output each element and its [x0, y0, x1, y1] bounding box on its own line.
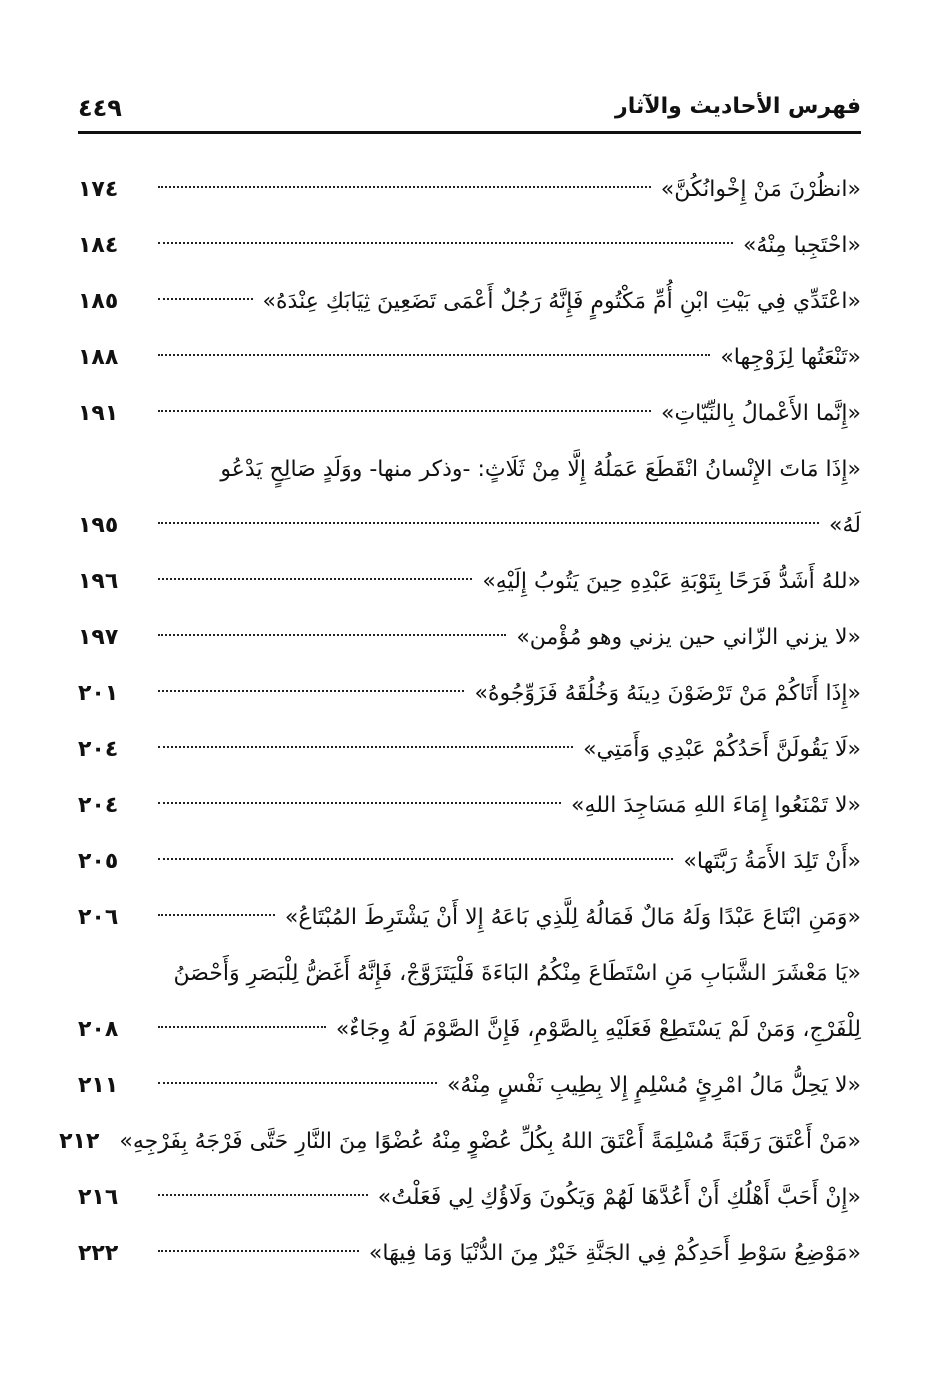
header-rule — [78, 131, 861, 134]
dot-leader — [158, 1250, 359, 1252]
dot-leader — [158, 522, 819, 524]
dot-leader — [158, 298, 253, 300]
entry-text: «تَنْعَتُها لِزَوْجِها» — [720, 345, 861, 370]
entry-text: «لا يَحِلُّ مَالُ امْرِئٍ مُسْلِمٍ إِلا بِطِيبِ نَفْسٍ مِنْهُ» — [446, 1073, 861, 1098]
entry-page-number: ٢٠٦ — [78, 905, 119, 930]
index-entry — [78, 274, 861, 330]
entry-text: «مَوْضِعُ سَوْطِ أَحَدِكُمْ فِي الجَنَّةِ خَيْرٌ مِنَ الدُّنْيَا وَمَا فِيهَا» — [368, 1241, 861, 1266]
dot-leader — [158, 746, 573, 748]
dot-leader — [158, 690, 464, 692]
entry-page-number: ١٩٥ — [78, 513, 119, 538]
entry-page-number: ١٨٤ — [78, 233, 119, 258]
dot-leader — [158, 354, 710, 356]
dot-leader — [158, 634, 506, 636]
index-entry — [78, 218, 861, 274]
entry-text: «للهُ أَشَدُّ فَرَحًا بِتَوْبَةِ عَبْدِهِ حِينَ يَتُوبُ إِلَيْهِ» — [482, 569, 861, 594]
entry-text: «يَا مَعْشَرَ الشَّبَابِ مَنِ اسْتَطَاعَ مِنْكُمُ البَاءَةَ فَلْيَتَزَوَّجْ، فَإِنَّهُ أَغَضُّ لِلْبَصَرِ وَأَحْصَنُ — [173, 961, 861, 986]
index-entry — [78, 778, 861, 834]
entry-page-number: ٢٠٥ — [78, 849, 119, 874]
dot-leader — [158, 802, 561, 804]
index-entry — [78, 666, 861, 722]
entry-page-number: ٢٢٢ — [78, 1241, 119, 1266]
dot-leader — [158, 410, 651, 412]
index-entry — [59, 1114, 861, 1170]
index-entry — [78, 442, 861, 554]
entry-page-number: ٢٠٨ — [78, 1017, 119, 1042]
entry-page-number: ١٩١ — [78, 401, 119, 426]
entry-page-number: ٢٠٤ — [78, 793, 119, 818]
index-entry — [78, 834, 861, 890]
dot-leader — [158, 1194, 368, 1196]
entry-page-number: ٢١٦ — [78, 1185, 119, 1210]
entry-text: «إِذَا أَتَاكُمْ مَنْ تَرْضَوْنَ دِينَهُ وَخُلُقَهُ فَزَوِّجُوهُ» — [474, 681, 861, 706]
index-entry — [78, 554, 861, 610]
entry-page-number: ٢١١ — [78, 1073, 119, 1098]
dot-leader — [158, 242, 733, 244]
dot-leader — [158, 186, 651, 188]
entry-page-number: ١٨٨ — [78, 345, 119, 370]
entry-text: «وَمَنِ ابْتَاعَ عَبْدًا وَلَهُ مَالٌ فَمَالُهُ لِلَّذِي بَاعَهُ إِلا أَنْ يَشْتَرِطَ المُبْتَاعُ» — [284, 905, 861, 930]
index-entry — [78, 1058, 861, 1114]
entry-text: «أَنْ تَلِدَ الأَمَةُ رَبَّتَها» — [683, 849, 861, 874]
dot-leader — [158, 1082, 437, 1084]
dot-leader — [158, 858, 673, 860]
entry-page-number: ٢٠٤ — [78, 737, 119, 762]
entry-text: «إِنَّما الأَعْمالُ بِالنِّيّاتِ» — [661, 401, 861, 426]
entry-text: «إِنْ أَحَبَّ أَهْلُكِ أَنْ أَعُدَّهَا لَهُمْ وَيَكُونَ وَلَاؤُكِ لِي فَعَلْتُ» — [377, 1185, 861, 1210]
entry-page-number: ٢٠١ — [78, 681, 119, 706]
entry-page-number: ٢١٢ — [59, 1129, 100, 1154]
index-entry — [78, 946, 861, 1058]
page-number: ٤٤٩ — [78, 94, 122, 122]
page-header — [78, 92, 861, 132]
entry-text: «لا يزني الزّاني حين يزني وهو مُؤْمن» — [516, 625, 861, 650]
index-entry — [78, 1226, 861, 1282]
dot-leader — [158, 914, 275, 916]
index-entry — [78, 1170, 861, 1226]
entry-page-number: ١٧٤ — [78, 177, 119, 202]
entry-text: لِلْفَرْجِ، وَمَنْ لَمْ يَسْتَطِعْ فَعَلَيْهِ بِالصَّوْمِ، فَإِنَّ الصَّوْمَ لَهُ وِجَاءٌ» — [335, 1017, 861, 1042]
index-entry — [78, 330, 861, 386]
entry-page-number: ١٩٧ — [78, 625, 119, 650]
entry-page-number: ١٨٥ — [78, 289, 119, 314]
dot-leader — [158, 578, 472, 580]
entry-text: «لا تَمْنَعُوا إِمَاءَ اللهِ مَسَاجِدَ اللهِ» — [571, 793, 861, 818]
entry-text: «انظُرْنَ مَنْ إِخْوانُكُنَّ» — [660, 177, 861, 202]
index-entry — [78, 722, 861, 778]
entry-text: «إِذَا مَاتَ الإِنْسانُ انْقَطَعَ عَمَلُهُ إِلَّا مِنْ ثَلَاثٍ: -وذكر منها- ووَلَدٍ صَالِحٍ يَدْعُو — [220, 457, 861, 482]
dot-leader — [158, 1026, 326, 1028]
index-entry — [78, 162, 861, 218]
index-entry — [78, 386, 861, 442]
index-entries — [59, 162, 861, 1282]
entry-text: «احْتَجِبا مِنْهُ» — [742, 233, 861, 258]
index-entry — [78, 610, 861, 666]
entry-page-number: ١٩٦ — [78, 569, 119, 594]
entry-text: لَهُ» — [829, 513, 861, 538]
entry-text: «لَا يَقُولَنَّ أَحَدُكُمْ عَبْدِي وَأَمَتِي» — [583, 737, 861, 762]
running-title: فهرس الأحاديث والآثار — [615, 94, 861, 119]
index-entry — [78, 890, 861, 946]
entry-text: «اعْتَدِّي فِي بَيْتِ ابْنِ أُمِّ مَكْتُومٍ فَإِنَّهُ رَجُلٌ أَعْمَى تَضَعِينَ ثِيَابَكِ عِنْدَهُ» — [262, 289, 861, 314]
entry-text: «مَنْ أَعْتَقَ رَقَبَةً مُسْلِمَةً أَعْتَقَ اللهُ بِكُلِّ عُضْوٍ مِنْهُ عُضْوًا مِنَ النَّارِ حَتَّى فَرْجَهُ بِفَرْجِهِ» — [119, 1129, 861, 1154]
